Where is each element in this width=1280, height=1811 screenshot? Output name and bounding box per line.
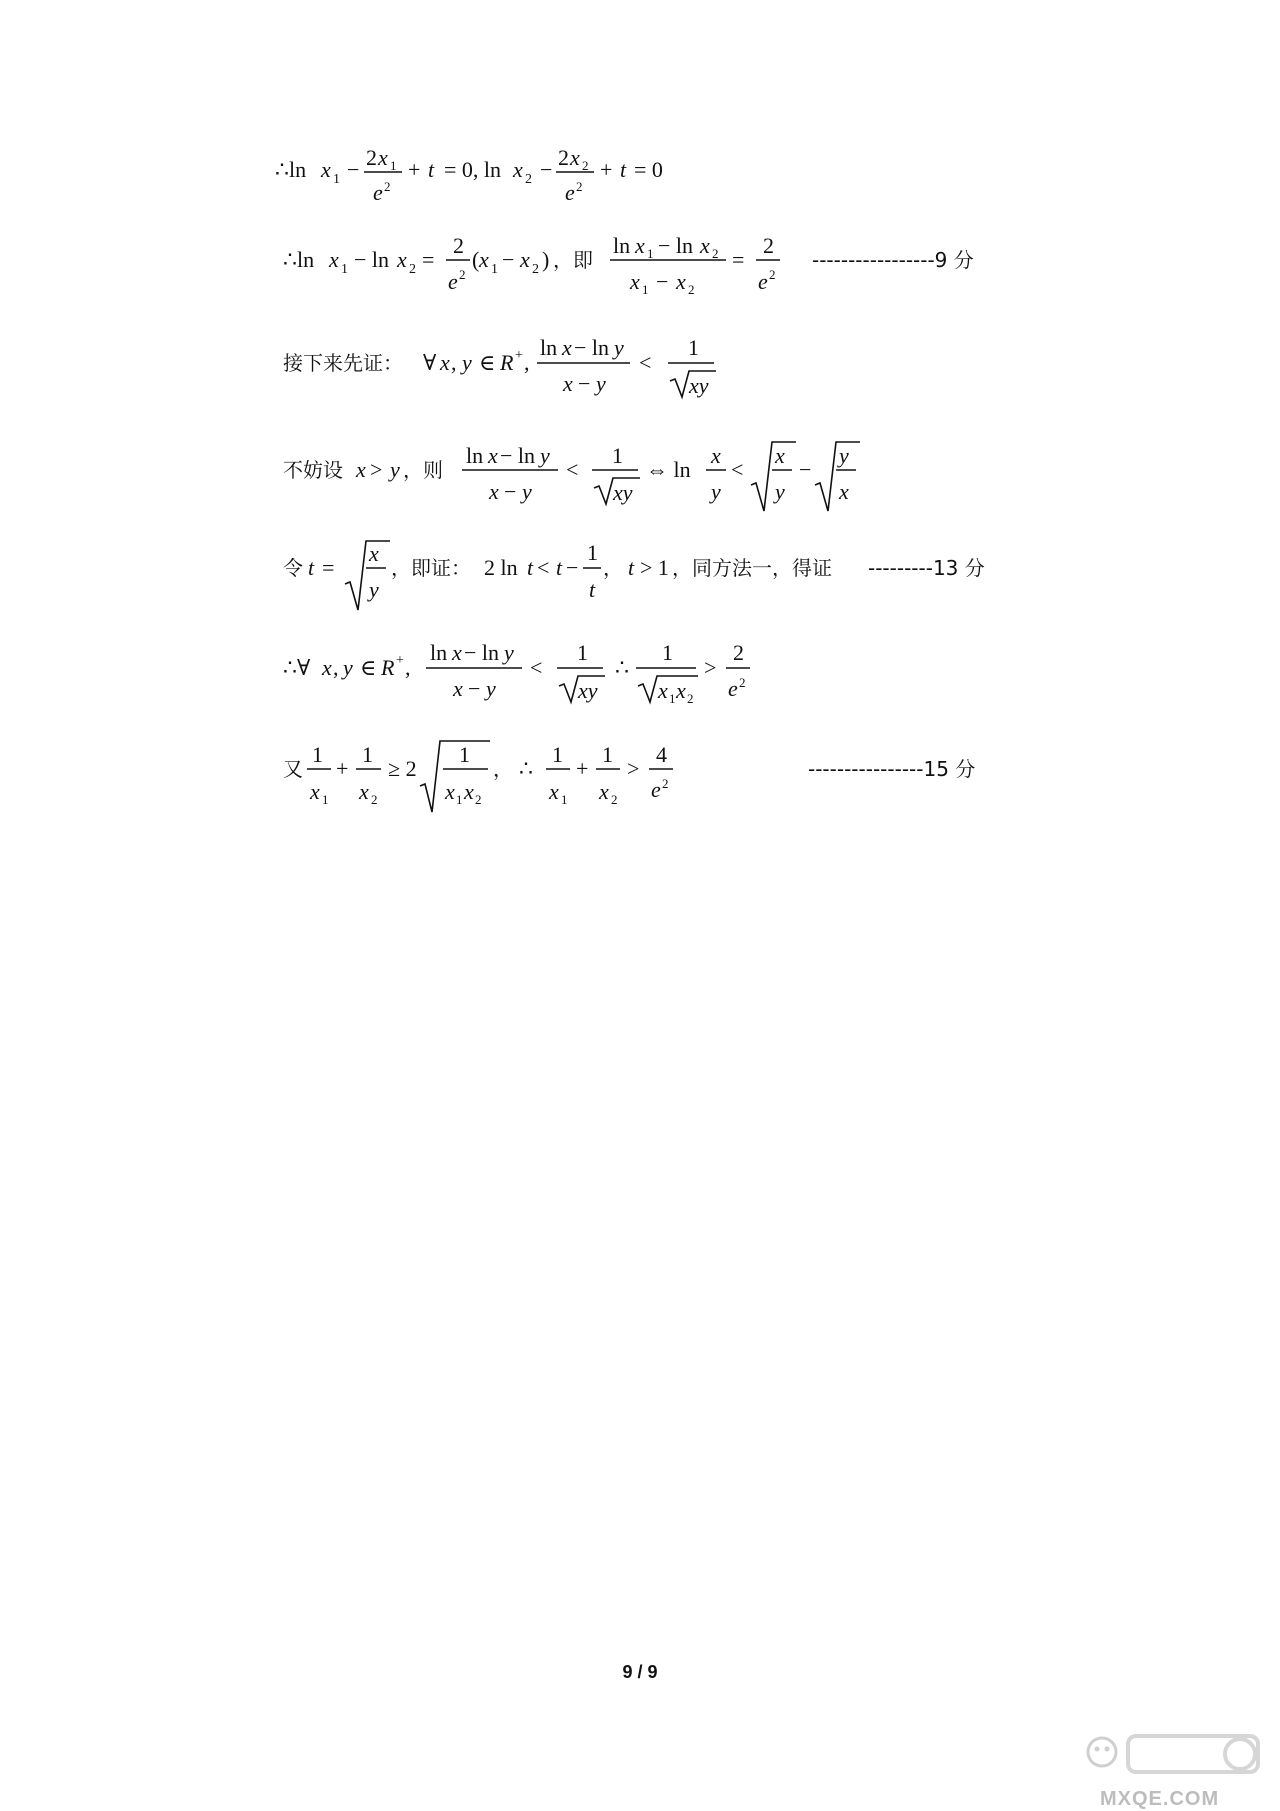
svg-text:ln: ln	[540, 335, 558, 360]
svg-text:ln: ln	[466, 443, 484, 468]
svg-text:− ln: − ln	[574, 335, 610, 360]
svg-text:t: t	[527, 555, 534, 580]
svg-text:x: x	[489, 479, 499, 504]
svg-text:2: 2	[662, 776, 669, 791]
formula-line-2-svg	[0, 215, 1280, 305]
page-number: 9 / 9	[622, 1662, 658, 1682]
svg-text:2: 2	[558, 145, 569, 170]
svg-text:>: >	[704, 655, 717, 680]
svg-text:1: 1	[552, 742, 563, 767]
svg-text:− ln: − ln	[464, 640, 500, 665]
svg-text:1: 1	[577, 640, 588, 665]
svg-text:y: y	[596, 371, 606, 396]
score-13: ---------13 分	[868, 556, 985, 580]
svg-text:y: y	[540, 443, 550, 468]
svg-text:2: 2	[576, 179, 583, 194]
svg-text:∈: ∈	[360, 655, 377, 680]
formula-line-7	[0, 730, 1280, 820]
svg-text:+: +	[396, 653, 404, 668]
svg-text:e: e	[373, 180, 383, 205]
svg-text:∴: ∴	[615, 655, 629, 680]
svg-text:4: 4	[656, 742, 667, 767]
svg-text:x: x	[700, 233, 710, 258]
svg-text:2 ln: 2 ln	[484, 555, 518, 580]
svg-text:+: +	[408, 157, 421, 182]
svg-text:xy: xy	[578, 678, 598, 703]
svg-text:t: t	[628, 555, 635, 580]
svg-text:y: y	[369, 577, 379, 602]
svg-text:y: y	[504, 640, 514, 665]
text-ze: ，则	[403, 458, 443, 482]
svg-text:,: ,	[333, 655, 339, 680]
svg-text:x: x	[513, 157, 523, 182]
svg-text:ln: ln	[613, 233, 631, 258]
formula-line-4-svg	[0, 425, 1280, 515]
svg-text:= 0: = 0	[634, 157, 663, 182]
svg-text:2: 2	[453, 233, 464, 258]
svg-text:x: x	[570, 145, 580, 170]
svg-text:1: 1	[390, 158, 397, 173]
formula-line-6	[0, 630, 1280, 720]
svg-text:2: 2	[459, 267, 466, 282]
svg-text:ln: ln	[430, 640, 448, 665]
svg-text:2: 2	[763, 233, 774, 258]
svg-text:x: x	[562, 335, 572, 360]
svg-text:1: 1	[456, 792, 463, 807]
svg-text:x: x	[453, 676, 463, 701]
svg-text:e: e	[758, 269, 768, 294]
text-comma: ，	[603, 556, 623, 580]
text-you: 又	[283, 757, 303, 781]
svg-text:y: y	[614, 335, 624, 360]
svg-text:− ln: − ln	[658, 233, 694, 258]
svg-text:2: 2	[582, 158, 589, 173]
svg-text:−: −	[502, 247, 515, 272]
svg-text:x: x	[676, 269, 686, 294]
svg-text:1: 1	[491, 262, 498, 277]
svg-text:− ln: − ln	[354, 247, 390, 272]
svg-text:1: 1	[647, 246, 654, 261]
svg-text:y: y	[711, 479, 721, 504]
svg-text:R: R	[381, 655, 395, 680]
svg-text:1: 1	[341, 262, 348, 277]
svg-text:y: y	[343, 655, 353, 680]
svg-text:,: ,	[451, 350, 457, 375]
svg-text:t: t	[589, 577, 596, 602]
svg-text:x: x	[378, 145, 388, 170]
svg-text:x: x	[464, 779, 474, 804]
svg-text:2: 2	[384, 179, 391, 194]
svg-text:x: x	[440, 350, 450, 375]
svg-text:x: x	[711, 443, 721, 468]
svg-text:,: ,	[524, 350, 530, 375]
svg-text:+: +	[576, 756, 589, 781]
svg-text:t: t	[620, 157, 627, 182]
svg-text:>: >	[627, 756, 640, 781]
svg-text:∴: ∴	[519, 756, 533, 781]
svg-text:2: 2	[687, 691, 694, 706]
svg-text:2: 2	[532, 262, 539, 277]
svg-text:x: x	[635, 233, 645, 258]
svg-text:−: −	[566, 555, 579, 580]
svg-text:y: y	[390, 457, 400, 482]
svg-text:2: 2	[739, 675, 746, 690]
svg-text:−: −	[799, 457, 812, 482]
svg-text:): )	[542, 247, 550, 272]
svg-text:(: (	[472, 247, 480, 272]
svg-text:2: 2	[688, 282, 695, 297]
svg-text:e: e	[565, 180, 575, 205]
formula-line-6-svg	[0, 630, 1280, 720]
svg-text:x: x	[599, 779, 609, 804]
svg-text:−: −	[540, 157, 553, 182]
svg-text:x: x	[369, 541, 379, 566]
svg-text:x: x	[356, 457, 366, 482]
text-bufangshe: 不妨设	[283, 458, 343, 482]
svg-text:y: y	[486, 676, 496, 701]
formula-line-1	[0, 135, 1280, 225]
svg-text:> 1: > 1	[640, 555, 669, 580]
svg-text:x: x	[549, 779, 559, 804]
svg-text:x: x	[563, 371, 573, 396]
svg-text:−: −	[578, 371, 591, 396]
svg-text:∀: ∀	[423, 350, 437, 375]
svg-text:e: e	[448, 269, 458, 294]
svg-text:+: +	[600, 157, 613, 182]
svg-text:<: <	[566, 457, 579, 482]
svg-text:x: x	[452, 640, 462, 665]
formula-line-1-svg	[0, 135, 1280, 225]
svg-text:1: 1	[322, 792, 329, 807]
svg-text:xy: xy	[689, 373, 709, 398]
formula-line-2	[0, 215, 1280, 305]
svg-text:=: =	[732, 247, 745, 272]
svg-text:2: 2	[611, 792, 618, 807]
svg-text:2: 2	[475, 792, 482, 807]
formula-line-3	[0, 325, 1280, 415]
svg-text:1: 1	[587, 540, 598, 565]
formula-line-4	[0, 425, 1280, 515]
svg-text:−: −	[347, 157, 360, 182]
text-comma-2: ，	[493, 757, 513, 781]
svg-text:x: x	[397, 247, 407, 272]
svg-text:y: y	[775, 479, 785, 504]
svg-text:1: 1	[561, 792, 568, 807]
score-9: -----------------9 分	[812, 248, 974, 272]
svg-text:>: >	[370, 457, 383, 482]
svg-text:2: 2	[371, 792, 378, 807]
text-ji: ，即	[553, 248, 593, 272]
svg-text:2: 2	[366, 145, 377, 170]
svg-text:<: <	[639, 350, 652, 375]
svg-text:∴ln: ∴ln	[283, 247, 315, 272]
svg-text:,: ,	[405, 655, 411, 680]
svg-text:<: <	[537, 555, 550, 580]
svg-text:2: 2	[525, 172, 532, 187]
svg-text:2: 2	[712, 246, 719, 261]
svg-text:x: x	[479, 247, 489, 272]
svg-text:x: x	[322, 655, 332, 680]
text-ling: 令	[283, 556, 303, 580]
svg-text:y: y	[462, 350, 472, 375]
svg-text:y: y	[522, 479, 532, 504]
svg-text:≥ 2: ≥ 2	[388, 756, 417, 781]
svg-text:x: x	[310, 779, 320, 804]
score-15: ----------------15 分	[808, 757, 976, 781]
text-jiexialai: 接下来先证：	[283, 351, 403, 375]
svg-text:<: <	[731, 457, 744, 482]
svg-text:y: y	[839, 443, 849, 468]
svg-text:∈: ∈	[479, 350, 496, 375]
svg-text:x: x	[775, 443, 785, 468]
text-tongfangfa: ，同方法一，得证	[672, 556, 832, 580]
svg-text:1: 1	[362, 742, 373, 767]
svg-text:x: x	[630, 269, 640, 294]
svg-text:1: 1	[333, 172, 340, 187]
svg-text:1: 1	[612, 443, 623, 468]
svg-text:=: =	[322, 555, 335, 580]
svg-text:1: 1	[662, 640, 673, 665]
svg-text:− ln: − ln	[500, 443, 536, 468]
svg-text:2: 2	[769, 267, 776, 282]
formula-line-7-svg	[0, 730, 1280, 820]
svg-text:t: t	[556, 555, 563, 580]
svg-text:R: R	[500, 350, 514, 375]
svg-text:1: 1	[688, 335, 699, 360]
svg-text:2: 2	[409, 262, 416, 277]
svg-text:x: x	[488, 443, 498, 468]
svg-text:t: t	[428, 157, 435, 182]
svg-text:1: 1	[602, 742, 613, 767]
formula-line-3-svg	[0, 325, 1280, 415]
svg-text:x: x	[445, 779, 455, 804]
svg-text:1: 1	[669, 691, 676, 706]
svg-text:x: x	[676, 678, 686, 703]
watermark-text: MXQE.COM	[1100, 1788, 1220, 1810]
svg-text:t: t	[308, 555, 315, 580]
svg-text:1: 1	[459, 742, 470, 767]
svg-text:xy: xy	[613, 480, 633, 505]
svg-text:e: e	[651, 777, 661, 802]
svg-text:x: x	[329, 247, 339, 272]
svg-text:x: x	[520, 247, 530, 272]
svg-text:x: x	[321, 157, 331, 182]
svg-text:x: x	[359, 779, 369, 804]
svg-text:−: −	[468, 676, 481, 701]
text-jizheng: ，即证：	[391, 556, 471, 580]
svg-text:<: <	[530, 655, 543, 680]
svg-text:1: 1	[642, 282, 649, 297]
svg-text:x: x	[839, 479, 849, 504]
svg-text:x: x	[658, 678, 668, 703]
svg-text:−: −	[504, 479, 517, 504]
svg-text:+: +	[336, 756, 349, 781]
svg-text:−: −	[656, 269, 669, 294]
svg-text:=: =	[422, 247, 435, 272]
svg-text:∴∀: ∴∀	[283, 655, 311, 680]
formula-line-5	[0, 530, 1280, 620]
svg-text:= 0, ln: = 0, ln	[444, 157, 502, 182]
svg-text:+: +	[515, 348, 523, 363]
formula-line-5-svg	[0, 530, 1280, 620]
svg-text:e: e	[728, 676, 738, 701]
svg-text:⇔ ln: ⇔ ln	[646, 457, 691, 482]
svg-text:1: 1	[312, 742, 323, 767]
svg-text:2: 2	[733, 640, 744, 665]
svg-text:∴ln: ∴ln	[275, 157, 307, 182]
